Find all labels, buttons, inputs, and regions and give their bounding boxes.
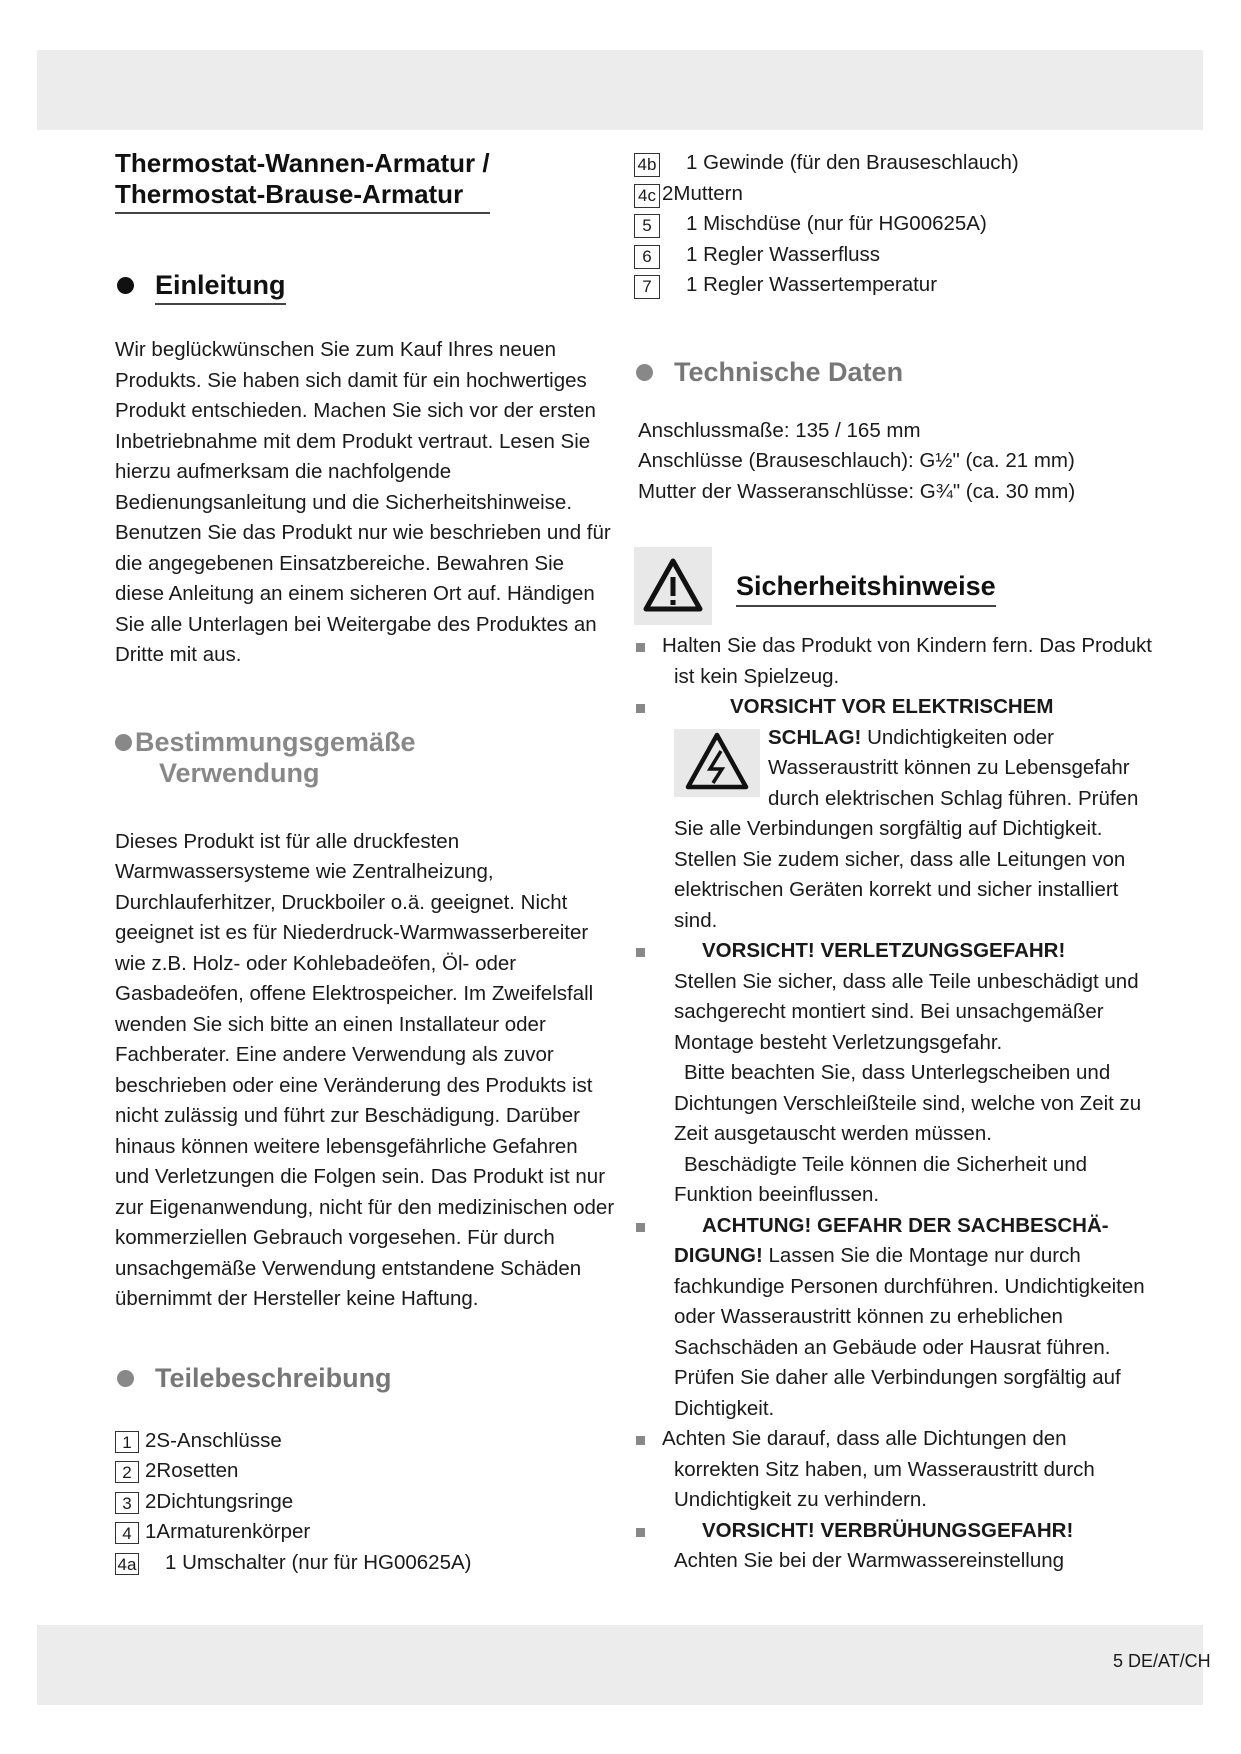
list-item: VORSICHT! VERLETZUNGSGEFAHR! Stellen Sie sicher, dass alle Teile unbeschädigt und sachgerecht montiert sind. Bei unsachgemäßer Montage besteht Verletzungsgefahr. Bitte beachten Sie, dass Unterlegscheiben und Dichtungen Verschleißteile sind, welche von Zeit zu Zeit ausgetauscht werden müssen. Beschädigte Teile können die Sicherheit und Funktion beeinflussen. <box>634 936 1154 1211</box>
list-item: ACHTUNG! GEFAHR DER SACHBESCHÄ- DIGUNG! Lassen Sie die Montage nur durch fachkundige Personen durchführen. Undichtigkeiten oder Wasseraustritt können zu erheblichen Sachschäden an Gebäude oder Hausrat führen. Prüfen Sie daher alle Verbindungen sorgfältig auf Dichtigkeit. <box>634 1211 1154 1425</box>
title-line-1: Thermostat-Wannen-Armatur / <box>115 148 490 178</box>
safety-header <box>634 547 1154 627</box>
list-item: 4b 1 Gewinde (für den Brauseschlauch) <box>634 148 1154 179</box>
safety-heading: Sicherheitshinweise <box>736 571 996 607</box>
verwendung-text: Dieses Produkt ist für alle druckfesten Warmwassersysteme wie Zentralheizung, Durchlauferhitzer, Druckboiler o.ä. geeignet. Nicht geeignet ist es für Niederdruck-Warmwasserbereiter wie z.B. Holz- oder Kohlebadeöfen, Öl- oder Gasbadeöfen, offene Elektrospeicher. Im Zweifelsfall wenden Sie sich bitte an einen Installateur oder Fachberater. Eine andere Verwendung als zuvor beschrieben oder eine Veränderung des Produkts ist nicht zulässig und führt zur Beschädigung. Darüber hinaus können weitere lebensgefährliche Gefahren und Verletzungen die Folgen sein. Das Produkt ist nur zur Eigenanwendung, nicht für den medizinischen oder kommerziellen Gebrauch vorgesehen. Für durch unsachgemäße Verwendung entstandene Schäden übernimmt der Hersteller keine Haftung. <box>115 829 615 1310</box>
list-item: VORSICHT! VERBRÜHUNGSGEFAHR! Achten Sie bei der Warmwassereinstellung <box>634 1516 1154 1577</box>
list-item: 1 2S-Anschlüsse <box>115 1426 615 1457</box>
bullet-square-icon <box>636 1528 645 1537</box>
einleitung-heading: Einleitung <box>115 270 615 301</box>
spec-row: Anschlüsse (Brauseschlauch): G½" (ca. 21 mm) <box>638 449 1075 472</box>
spec-table <box>634 416 1154 508</box>
list-item: 7 1 Regler Wassertemperatur <box>634 270 1154 301</box>
bullet-dot-icon <box>117 277 134 294</box>
spec-row: Anschlussmaße: 135 / 165 mm <box>638 418 921 442</box>
spec-row: Mutter der Wasseranschlüsse: G¾" (ca. 30 mm) <box>638 479 1076 503</box>
list-item: Achten Sie darauf, dass alle Dichtungen den korrekten Sitz haben, um Wasseraustritt durch Undichtigkeit zu verhindern. <box>634 1424 1154 1516</box>
list-item: 4c 2Muttern <box>634 179 1154 210</box>
list-item: 4 1Armaturenkörper <box>115 1517 615 1548</box>
list-item: 2 2Rosetten <box>115 1456 615 1487</box>
list-item: 5 1 Mischdüse (nur für HG00625A) <box>634 209 1154 240</box>
bullet-dot-icon <box>117 1370 134 1387</box>
bullet-square-icon <box>636 1223 645 1232</box>
bullet-square-icon <box>636 704 645 713</box>
left-column <box>115 148 615 1578</box>
parts-list-left <box>115 1426 615 1579</box>
bullet-dot-icon <box>115 734 132 751</box>
bullet-dot-icon <box>636 364 653 381</box>
right-column <box>634 148 1154 1577</box>
title-line-2: Thermostat-Brause-Armatur <box>115 179 464 209</box>
bullet-square-icon <box>636 948 645 957</box>
list-item: 6 1 Regler Wasserfluss <box>634 240 1154 271</box>
list-item: VORSICHT VOR ELEKTRISCHEM SCHLAG! Undichtigkeiten oder Wasseraustritt können zu Lebensgefahr durch elektrischen Schlag führen. Prüfen Sie alle Verbindungen sorgfältig auf Dichtigkeit. Stellen Sie zudem sicher, dass alle Leitungen von elektrischen Geräten korrekt und sicher installiert sind. <box>634 692 1154 936</box>
warning-triangle-icon <box>634 547 712 625</box>
bullet-square-icon <box>636 1436 645 1445</box>
page-number: 5 DE/AT/CH <box>1113 1651 1211 1671</box>
teile-heading: Teilebeschreibung <box>115 1363 615 1394</box>
parts-list-right <box>634 148 1154 301</box>
header-band <box>37 50 1203 130</box>
list-item: 4a 1 Umschalter (nur für HG00625A) <box>115 1548 615 1579</box>
safety-list <box>634 631 1154 1577</box>
footer-band <box>37 1625 1203 1705</box>
einleitung-text: Wir beglückwünschen Sie zum Kauf Ihres neuen Produkts. Sie haben sich damit für ein hochwertiges Produkt entschieden. Machen Sie sich vor der ersten Inbetriebnahme mit dem Produkt vertraut. Lesen Sie hierzu aufmerksam die nachfolgende Bedienungsanleitung und die Sicherheitshinweise. Benutzen Sie das Produkt nur wie beschrieben und für die angegebenen Einsatzbereiche. Bewahren Sie diese Anleitung an einem sicheren Ort auf. Händigen Sie alle Unterlagen bei Weitergabe des Produktes an Dritte mit aus. <box>115 338 611 666</box>
technische-heading: Technische Daten <box>634 357 1154 388</box>
electric-shock-icon <box>674 729 760 797</box>
list-item: 3 2Dichtungsringe <box>115 1487 615 1518</box>
bullet-square-icon <box>636 643 645 652</box>
list-item: Halten Sie das Produkt von Kindern fern. Das Produkt ist kein Spielzeug. <box>634 631 1154 692</box>
verwendung-heading: Bestimmungsgemäße Verwendung <box>115 727 615 789</box>
document-title <box>115 148 490 214</box>
